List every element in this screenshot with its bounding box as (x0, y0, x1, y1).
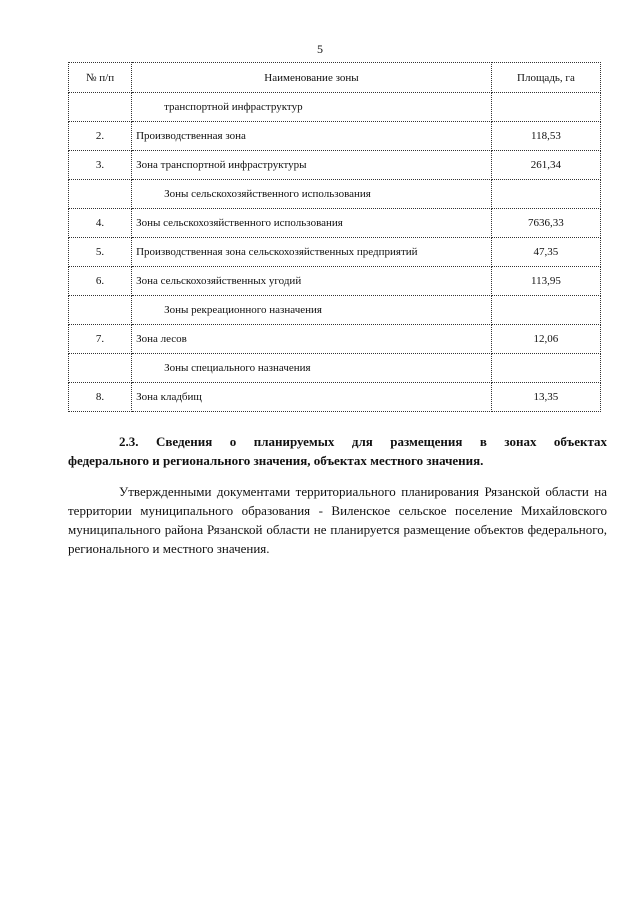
cell-name: Зоны сельскохозяйственного использования (132, 209, 492, 238)
cell-area: 261,34 (491, 151, 600, 180)
table-row (69, 151, 601, 180)
header-name: Наименование зоны (132, 63, 492, 93)
cell-num: 7. (69, 325, 132, 354)
table-row (69, 383, 601, 412)
cell-area (491, 354, 600, 383)
header-num: № п/п (69, 63, 132, 93)
cell-name: Зона кладбищ (132, 383, 492, 412)
table-row (69, 267, 601, 296)
table-header-row (69, 63, 601, 93)
table-subheader-row (69, 93, 601, 122)
cell-name: Зоны сельскохозяйственного использования (132, 180, 492, 209)
cell-area (491, 93, 600, 122)
cell-name: Производственная зона (132, 122, 492, 151)
table-subheader-row (69, 296, 601, 325)
cell-num (69, 180, 132, 209)
table-row (69, 238, 601, 267)
section-paragraph: Утвержденными документами территориального планирования Рязанской области на территории муниципального образования - Виленское сельское поселение Михайловского муниципального района Рязанской области не планируется размещение объектов федерального, регионального и местного значения. (68, 484, 607, 556)
table-subheader-row (69, 354, 601, 383)
cell-num (69, 93, 132, 122)
cell-num: 3. (69, 151, 132, 180)
page-number: 5 (317, 42, 323, 56)
cell-num: 5. (69, 238, 132, 267)
cell-num (69, 296, 132, 325)
table-row (69, 209, 601, 238)
cell-area: 12,06 (491, 325, 600, 354)
cell-area: 118,53 (491, 122, 600, 151)
cell-area (491, 296, 600, 325)
cell-name: Производственная зона сельскохозяйственных предприятий (132, 238, 492, 267)
zones-table (68, 62, 601, 412)
cell-area: 13,35 (491, 383, 600, 412)
section-heading (68, 432, 607, 470)
table-row (69, 325, 601, 354)
cell-area: 47,35 (491, 238, 600, 267)
table-subheader-row (69, 180, 601, 209)
cell-num (69, 354, 132, 383)
table-row (69, 122, 601, 151)
cell-num: 8. (69, 383, 132, 412)
cell-num: 4. (69, 209, 132, 238)
cell-num: 6. (69, 267, 132, 296)
cell-name: Зона транспортной инфраструктуры (132, 151, 492, 180)
header-area: Площадь, га (491, 63, 600, 93)
cell-area (491, 180, 600, 209)
cell-name: Зоны специального назначения (132, 354, 492, 383)
cell-name: Зона лесов (132, 325, 492, 354)
section-heading-line1: 2.3. Сведения о планируемых для размещения в зонах объектах (119, 434, 607, 449)
cell-name: Зона сельскохозяйственных угодий (132, 267, 492, 296)
cell-name: Зоны рекреационного назначения (132, 296, 492, 325)
section-heading-line2: федерального и регионального значения, объектах местного значения. (68, 453, 484, 468)
cell-area: 113,95 (491, 267, 600, 296)
cell-name: транспортной инфраструктур (132, 93, 492, 122)
cell-area: 7636,33 (491, 209, 600, 238)
cell-num: 2. (69, 122, 132, 151)
